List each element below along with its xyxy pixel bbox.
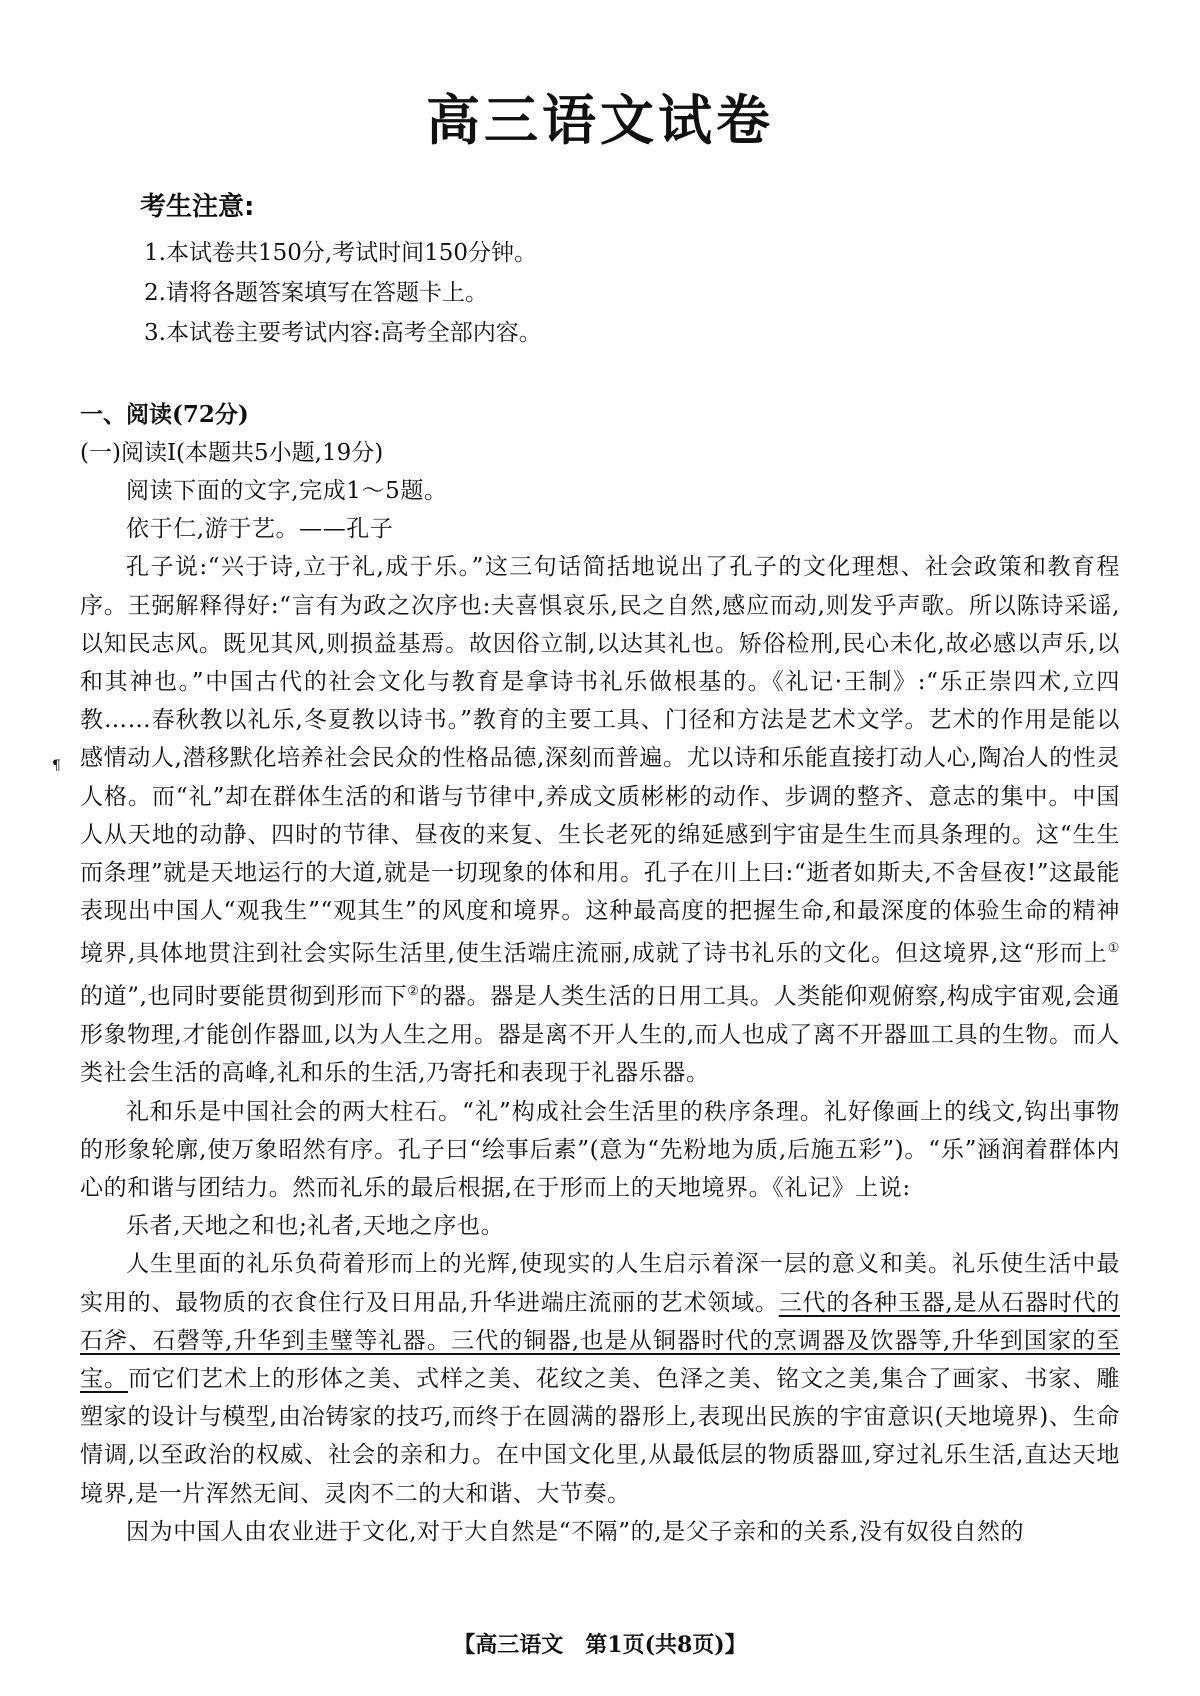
- paragraph-4: [80, 1245, 1120, 1512]
- exam-notice: [140, 186, 1100, 353]
- notice-item: 1.本试卷共150分,考试时间150分钟。: [144, 240, 538, 266]
- paragraph-1-text-a: 孔子说:“兴于诗,立于礼,成于乐。”这三句话简括地说出了孔子的文化理想、社会政策和教育程序。王弼解释得好:“言有为政之次序也:夫喜惧哀乐,民之自然,感应而动,则发乎声歌。所以陈诗采谣,以知民志风。既见其风,则损益基焉。故因俗立制,以达其礼也。矫俗检刑,民心未化,故必感以声乐,以和其神也。”中国古代的社会文化与教育是拿诗书礼乐做根基的。《礼记·王制》:“乐正崇四术,立四教……春秋教以礼乐,冬夏教以诗书。”教育的主要工具、门径和方法是艺术文学。艺术的作用是能以感情动人,潜移默化培养社会民众的性格品德,深刻而普遍。尤以诗和乐能直接打动人心,陶冶人的性灵人格。而“礼”却在群体生活的和谐与节律中,养成文质彬彬的动作、步调的整齐、意志的集中。中国人从天地的动静、四时的节律、昼夜的来复、生长老死的绵延感到宇宙是生生而具条理的。这“生生而条理”就是天地运行的大道,就是一切现象的体和用。孔子在川上曰:“逝者如斯夫,不舍昼夜!”这最能表现出中国人“观我生”“观其生”的风度和境界。这种最高度的把握生命,和最深度的体验生命的精神境界,具体地贯注到社会实际生活里,使生活端庄流丽,成就了诗书礼乐的文化。但这境界,这“形而上: [80, 554, 1120, 968]
- paragraph-1-text-b: 的道”,也同时要能贯彻到形而下: [80, 983, 408, 1010]
- paragraph-4-text-b: 而它们艺术上的形体之美、式样之美、花纹之美、色泽之美、铭文之美,集合了画家、书家、雕塑家的设计与模型,由冶铸家的技巧,而终于在圆满的器形上,表现出民族的宇宙意识(天地境界)、生命情调,以至政治的权威、社会的亲和力。在中国文化里,从最低层的物质器皿,穿过礼乐生活,直达天地境界,是一片浑然无间、灵肉不二的大和谐、大节奏。: [80, 1365, 1121, 1507]
- paragraph-1-text-c: 的器。器是人类生活的日用工具。人类能仰观俯察,构成宇宙观,会通形象物理,才能创作器皿,以为人生之用。器是离不开人生的,而人也成了离不开器皿工具的生物。而人类社会生活的高峰,礼和乐的生活,乃寄托和表现于礼器乐器。: [80, 983, 1120, 1087]
- underlined-passage: 三代的各种玉器,是从石器时代的石斧、石磬等,升华到圭璧等礼器。三代的铜器,也是从铜器时代的烹调器及饮器等,升华到国家的至宝。: [80, 1289, 1120, 1392]
- paragraph-5: 因为中国人由农业进于文化,对于大自然是“不隔”的,是父子亲和的关系,没有奴役自然的: [126, 1518, 1025, 1545]
- subsection-heading: (一)阅读Ⅰ(本题共5小题,19分): [80, 440, 384, 466]
- footnote-mark-1: ①: [1107, 941, 1120, 957]
- footnote-mark-2: ②: [407, 984, 420, 1000]
- page-title: 高三语文试卷: [426, 89, 774, 152]
- paragraph-3: 乐者,天地之和也;礼者,天地之序也。: [126, 1213, 505, 1240]
- margin-mark: ¶: [52, 758, 61, 774]
- paragraph-1: [80, 548, 1120, 1092]
- instruction: 阅读下面的文字,完成1～5题。: [126, 478, 448, 504]
- notice-item: 2.请将各题答案填写在答题卡上。: [144, 280, 488, 306]
- epigraph: 依于仁,游于艺。——孔子: [126, 516, 394, 543]
- page-footer: 【高三语文 第1页(共8页)】: [453, 1632, 747, 1658]
- paragraph-2: 礼和乐是中国社会的两大柱石。“礼”构成社会生活里的秩序条理。礼好像画上的线文,钩出事物的形象轮廓,使万象昭然有序。孔子曰“绘事后素”(意为“先粉地为质,后施五彩”)。“乐”涵润着群体内心的和谐与团结力。然而礼乐的最后根据,在于形而上的天地境界。《礼记》上说:: [80, 1098, 1120, 1201]
- notice-item: 3.本试卷主要考试内容:高考全部内容。: [144, 320, 542, 346]
- reading-section: [80, 396, 1120, 1551]
- notice-heading: 考生注意:: [140, 192, 255, 222]
- paragraph-4-text-a: 人生里面的礼乐负荷着形而上的光辉,使现实的人生启示着深一层的意义和美。礼乐使生活中最实用的、最物质的衣食住行及日用品,升华进端庄流丽的艺术领域。: [80, 1251, 1120, 1316]
- section-heading: 一、阅读(72分): [80, 401, 249, 428]
